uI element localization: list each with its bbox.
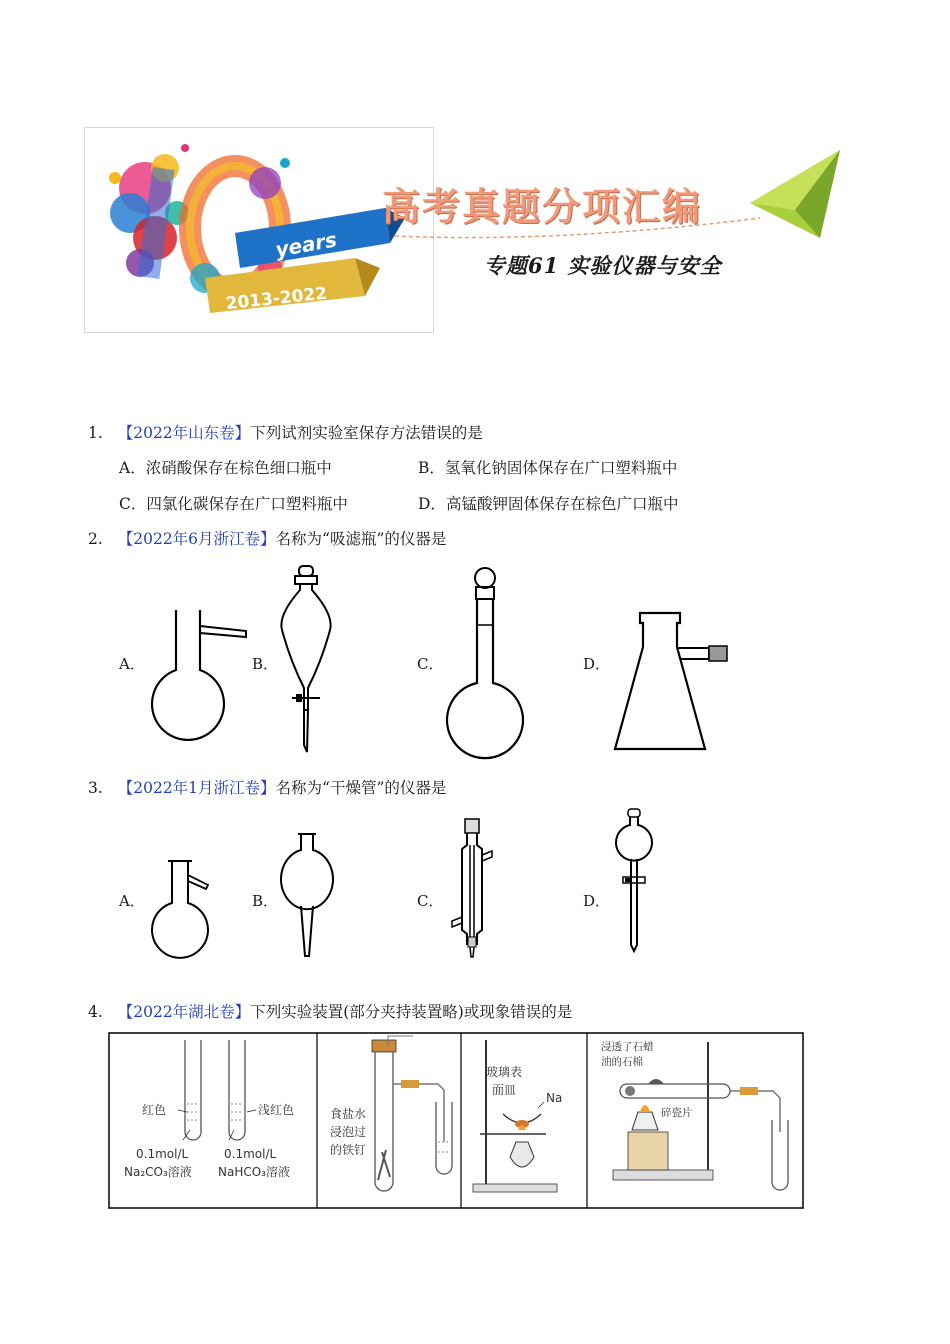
logo-years-text: years xyxy=(273,227,339,262)
question-stem: 名称为“吸滤瓶”的仪器是 xyxy=(275,530,447,548)
q3-option-d-label: D． xyxy=(583,892,611,910)
suction-flask-icon xyxy=(605,605,735,755)
q3-option-a-label: A． xyxy=(119,892,145,910)
q2-option-c-label: C． xyxy=(417,655,444,673)
question-number: 4. xyxy=(88,1003,103,1021)
label-left-conc: 0.1mol/L xyxy=(136,1147,189,1161)
question-2 xyxy=(88,529,446,549)
distilling-flask-icon xyxy=(140,600,250,760)
paper-plane-icon xyxy=(750,150,840,238)
dropping-funnel-icon xyxy=(605,805,665,960)
label-watch-glass-2: 面皿 xyxy=(492,1083,517,1097)
q1-option-b: B．氢氧化钠固体保存在广口塑料瓶中 xyxy=(418,459,678,477)
label-na2co3: Na₂CO₃溶液 xyxy=(124,1165,192,1179)
page-title: 高考真题分项汇编 xyxy=(382,184,703,229)
label-soaked-asbestos-2: 油的石棉 xyxy=(601,1056,643,1068)
logo-years-range: 2013-2022 xyxy=(224,283,329,315)
label-light-red: 浅红色 xyxy=(258,1103,295,1117)
question-stem: 下列实验装置(部分夹持装置略)或现象错误的是 xyxy=(250,1003,573,1021)
label-red: 红色 xyxy=(142,1103,167,1117)
paper-plane-decoration xyxy=(380,148,850,248)
distilling-flask-icon xyxy=(140,855,220,965)
question-stem: 名称为“干燥管”的仪器是 xyxy=(275,779,447,797)
condenser-icon xyxy=(440,815,510,965)
experiment-apparatus-figure xyxy=(108,1032,804,1210)
question-number: 2. xyxy=(88,530,103,548)
question-source: 【2022年1月浙江卷】 xyxy=(117,779,276,797)
label-na: Na xyxy=(546,1091,563,1105)
q1-option-d: D．高锰酸钾固体保存在棕色广口瓶中 xyxy=(418,495,679,513)
q3-option-b-label: B． xyxy=(252,892,279,910)
question-4 xyxy=(88,1002,572,1022)
question-1 xyxy=(88,423,483,443)
q1-option-c: C．四氯化碳保存在广口塑料瓶中 xyxy=(119,495,348,513)
separatory-funnel-icon xyxy=(270,560,345,760)
question-source: 【2022年湖北卷】 xyxy=(117,1003,251,1021)
question-number: 3. xyxy=(88,779,103,797)
q3-option-c-label: C． xyxy=(417,892,444,910)
question-stem: 下列试剂实验室保存方法错误的是 xyxy=(250,424,483,442)
question-source: 【2022年6月浙江卷】 xyxy=(117,530,276,548)
label-porcelain-chips: 碎瓷片 xyxy=(661,1107,693,1119)
q2-option-b-label: B． xyxy=(252,655,279,673)
label-brine: 食盐水 xyxy=(330,1107,367,1121)
q2-option-d-label: D． xyxy=(583,655,611,673)
question-3 xyxy=(88,778,446,798)
label-nail: 的铁钉 xyxy=(330,1143,367,1157)
drying-tube-icon xyxy=(270,828,345,963)
label-nahco3: NaHCO₃溶液 xyxy=(218,1165,290,1179)
question-number: 1. xyxy=(88,424,103,442)
label-soaked-asbestos-1: 浸透了石蜡 xyxy=(601,1041,654,1053)
label-watch-glass-1: 玻璃表 xyxy=(486,1065,523,1079)
topic-subtitle: 专题61 实验仪器与安全 xyxy=(484,253,722,278)
volumetric-flask-icon xyxy=(440,565,530,760)
question-source: 【2022年山东卷】 xyxy=(117,424,251,442)
q2-option-a-label: A． xyxy=(119,655,145,673)
label-right-conc: 0.1mol/L xyxy=(224,1147,277,1161)
q1-option-a: A．浓硝酸保存在棕色细口瓶中 xyxy=(119,459,332,477)
label-soaked: 浸泡过 xyxy=(330,1125,367,1139)
